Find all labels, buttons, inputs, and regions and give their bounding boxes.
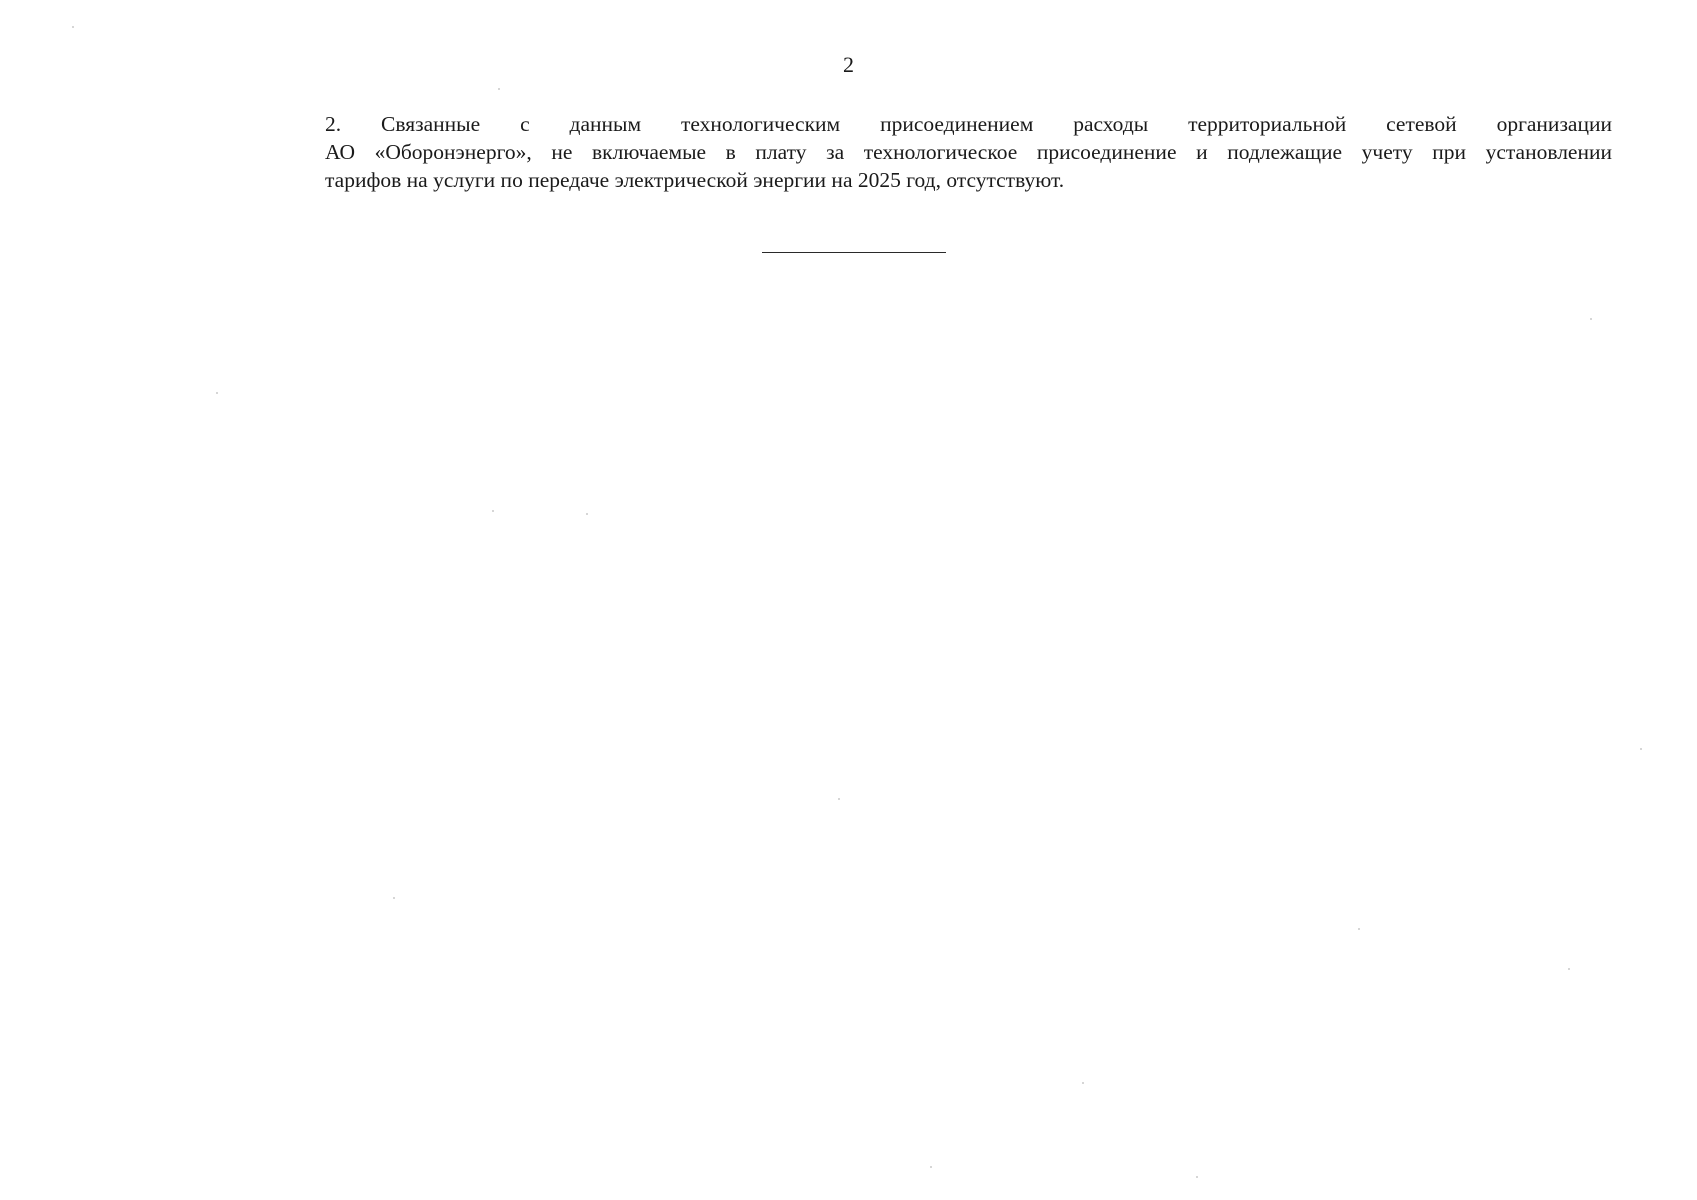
- scan-speck: [1196, 1176, 1198, 1178]
- scan-speck: [586, 513, 588, 515]
- scan-speck: [1358, 928, 1360, 930]
- scan-speck: [838, 798, 840, 800]
- scan-speck: [393, 897, 395, 899]
- paragraph-line-2: АО «Оборонэнерго», не включаемые в плату за технологическое присоединение и подлежащие учету при установлении: [325, 140, 1612, 164]
- paragraph-line-1: 2. Связанные с данным технологическим присоединением расходы территориальной сетевой организации: [325, 112, 1612, 136]
- scan-speck: [492, 510, 494, 512]
- scan-speck: [216, 392, 218, 394]
- scan-speck: [1082, 1082, 1084, 1084]
- scan-speck: [1568, 968, 1570, 970]
- scan-speck: [930, 1166, 932, 1168]
- paragraph-line-3: тарифов на услуги по передаче электрической энергии на 2025 год, отсутствуют.: [325, 168, 1065, 192]
- scan-speck: [72, 26, 74, 28]
- page-number: 2: [843, 52, 854, 77]
- scan-speck: [1640, 748, 1642, 750]
- scan-speck: [1590, 318, 1592, 320]
- scan-speck: [498, 88, 500, 90]
- end-of-document-rule: [762, 252, 946, 253]
- paragraph-item-2: [325, 110, 1612, 194]
